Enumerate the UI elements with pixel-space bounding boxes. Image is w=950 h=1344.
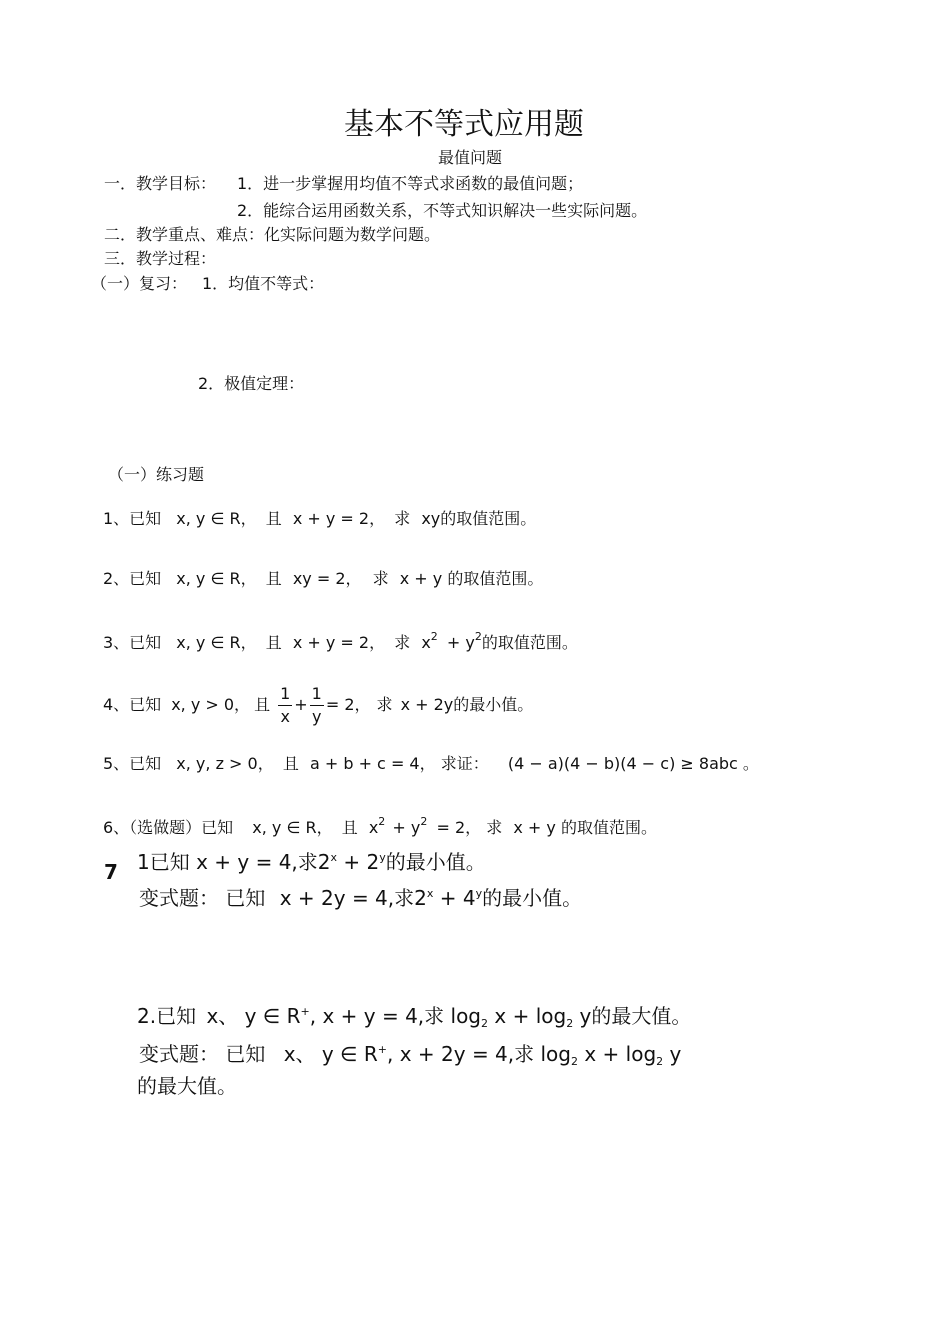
plus-superscript: + <box>300 1005 310 1018</box>
problem-condition: x, y ∈ R， <box>252 818 333 837</box>
problem-prefix: 已知 <box>225 1042 266 1066</box>
problem-term: x + <box>494 1004 530 1028</box>
problem-tail: 。 <box>742 754 759 773</box>
problem-ask: 求 <box>372 569 389 588</box>
problem-tail: 的最小值。 <box>453 695 534 714</box>
problem-term: + 2 <box>343 850 380 874</box>
problem-equation: , x + 2y = 4,求 <box>387 1042 535 1066</box>
problem-1 <box>103 511 536 527</box>
problem-5 <box>103 756 759 772</box>
page-subtitle: 最值问题 <box>438 148 503 167</box>
log-base: 2 <box>571 1055 578 1068</box>
problem-term: y <box>579 1004 592 1028</box>
problem-term-y: + y <box>392 818 421 837</box>
problem-prefix: 4、已知 <box>103 695 162 714</box>
problem-prefix: 已知 <box>225 886 266 910</box>
problem-prefix: 2.已知 <box>137 1004 197 1028</box>
problem-condition: x, y > 0， <box>171 695 251 714</box>
problem-tail: 的最小值。 <box>385 850 486 874</box>
problem-equation: , x + y = 4,求 <box>309 1004 445 1028</box>
problem-target: x + 2y <box>400 695 454 714</box>
exponent: 2 <box>378 815 386 828</box>
problem-equation: xy = 2， <box>292 569 362 588</box>
log-base: 2 <box>566 1017 574 1030</box>
problem-equation: = 2， <box>436 818 482 837</box>
problem-3 <box>103 630 578 652</box>
problem-target: x + y <box>513 818 556 837</box>
problem-ask: 求 <box>394 633 411 652</box>
exponent: y <box>379 851 386 864</box>
fraction-1-over-x: $\frac{1}{x}$ <box>280 683 291 726</box>
problem-and: 且 <box>265 569 282 588</box>
problem-tail: 的取值范围。 <box>481 633 578 652</box>
problem-and: 且 <box>265 633 282 652</box>
problem-tail: 的取值范围。 <box>440 509 537 528</box>
problem-target: (4 − a)(4 − b)(4 − c) ≥ 8abc <box>507 754 738 773</box>
problem-prefix: 1已知 <box>137 850 190 874</box>
problem-tail: 的取值范围。 <box>447 569 544 588</box>
log-term: log <box>535 1004 567 1028</box>
problem-prefix: 5、已知 <box>103 754 162 773</box>
plus-sign: + <box>294 695 308 714</box>
problem-target: x + y <box>399 569 443 588</box>
problem-condition: x, y, z > 0， <box>176 754 274 773</box>
problem-prefix: 2、已知 <box>103 569 162 588</box>
problem-equation: x + 2y = 4,求2 <box>279 886 427 910</box>
fraction-1-over-y: $\frac{1}{y}$ <box>311 683 322 726</box>
problem-8-line-3: 的最大值。 <box>137 1074 237 1098</box>
problem-and: 且 <box>282 754 299 773</box>
problem-condition: x, y ∈ R， <box>176 569 257 588</box>
problem-tail: 的最小值。 <box>482 886 583 910</box>
problem-prefix: 1、已知 <box>103 509 162 528</box>
review-item-1: 1．均值不等式： <box>202 274 325 293</box>
problem-tail: 的最大值。 <box>591 1004 692 1028</box>
page-title: 基本不等式应用题 <box>344 107 584 142</box>
exponent: 2 <box>474 630 482 643</box>
problem-4 <box>103 680 533 730</box>
problem-2 <box>103 571 543 587</box>
problem-term: + 4 <box>439 886 476 910</box>
problem-and: 且 <box>265 509 282 528</box>
problem-term-y: + y <box>446 633 475 652</box>
exponent: x <box>426 887 434 900</box>
problem-prefix: 6、（选做题）已知 <box>103 818 234 837</box>
log-base: 2 <box>481 1017 489 1030</box>
problem-tail: 的取值范围。 <box>560 818 657 837</box>
problem-prefix: 3、已知 <box>103 633 162 652</box>
problem-ask: 求证： <box>440 754 489 773</box>
problem-7-line-1 <box>137 852 486 872</box>
problem-target: xy <box>421 509 441 528</box>
problem-equation: x + y = 4,求2 <box>196 850 331 874</box>
problem-8-variant <box>139 1042 682 1068</box>
practice-heading: （一）练习题 <box>108 465 205 484</box>
log-term: log <box>540 1042 571 1066</box>
problem-condition: x, y ∈ R， <box>176 633 257 652</box>
problem-7-variant <box>139 888 582 908</box>
exponent: 2 <box>430 630 438 643</box>
problem-term-x: x <box>368 818 379 837</box>
plus-superscript: + <box>377 1043 387 1056</box>
problem-6 <box>103 815 657 837</box>
problem-condition: x, y ∈ R， <box>176 509 257 528</box>
problem-7-number: 7 <box>104 860 118 884</box>
exponent: x <box>330 851 338 864</box>
problem-ask: 求 <box>376 695 393 714</box>
review-label: （一）复习： <box>91 274 188 293</box>
problem-term: y <box>669 1042 682 1066</box>
key-points: 二．教学重点、难点：化实际问题为数学问题。 <box>104 225 441 244</box>
problem-8-line-1 <box>137 1004 692 1030</box>
problem-term: x + <box>584 1042 620 1066</box>
exponent: 2 <box>420 815 428 828</box>
problem-term-x: x <box>421 633 431 652</box>
variant-label: 变式题： <box>139 886 219 910</box>
objective-1: 1．进一步掌握用均值不等式求函数的最值问题； <box>237 174 584 193</box>
problem-equation: x + y = 2， <box>292 509 386 528</box>
problem-condition: x、 y ∈ R <box>206 1004 301 1028</box>
review-item-2: 2．极值定理： <box>198 374 305 393</box>
problem-ask: 求 <box>394 509 411 528</box>
variant-label: 变式题： <box>139 1042 219 1066</box>
problem-equation: a + b + c = 4， <box>309 754 436 773</box>
problem-equation: x + y = 2， <box>292 633 386 652</box>
objective-2: 2．能综合运用函数关系，不等式知识解决一些实际问题。 <box>237 201 648 220</box>
problem-ask: 求 <box>486 818 503 837</box>
problem-and: 且 <box>254 695 271 714</box>
problem-and: 且 <box>341 818 358 837</box>
objectives-label: 一．教学目标： <box>104 174 217 193</box>
problem-equation: = 2， <box>325 695 371 714</box>
log-term: log <box>450 1004 482 1028</box>
log-base: 2 <box>656 1055 664 1068</box>
process-heading: 三．教学过程： <box>104 249 217 268</box>
log-term: log <box>625 1042 657 1066</box>
exponent: y <box>475 887 483 900</box>
problem-condition: x、 y ∈ R <box>283 1042 378 1066</box>
